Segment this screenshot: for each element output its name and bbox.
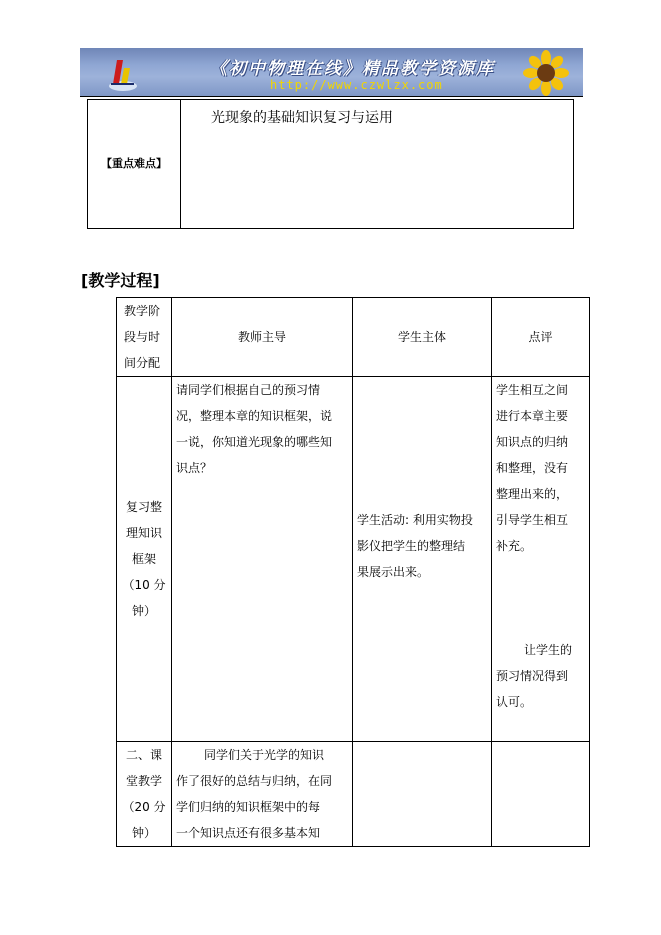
row1-student-line: 学生活动: 利用实物投 xyxy=(357,513,473,527)
row1-comment-line: 知识点的归纳 xyxy=(496,435,569,449)
row2-teacher xyxy=(172,742,353,847)
header-stage xyxy=(117,298,172,377)
row2-stage-line: 钟） xyxy=(131,826,156,840)
header-comment: 点评 xyxy=(492,298,590,377)
row2-student xyxy=(353,742,492,847)
row1-stage xyxy=(117,377,172,742)
row1-stage-line: 复习整 xyxy=(125,500,162,514)
row1-comment-line: 补充。 xyxy=(496,539,533,553)
section-title: [教学过程] xyxy=(81,271,160,290)
key-points-label-cell xyxy=(88,100,181,229)
teaching-process-table xyxy=(116,297,590,847)
row1-stage-line: 钟） xyxy=(131,604,156,618)
key-points-label: 【重点难点】 xyxy=(101,157,167,170)
header-stage-line: 教学阶 xyxy=(124,304,161,318)
header-student: 学生主体 xyxy=(353,298,492,377)
row1-teacher-line: 一说，你知道光现象的哪些知 xyxy=(176,435,333,449)
key-points-table xyxy=(87,99,574,229)
row1-comment-line: 让学生的 xyxy=(524,643,573,657)
row1-teacher-line: 识点？ xyxy=(176,461,213,475)
row2-teacher-line: 一个知识点还有很多基本知 xyxy=(176,826,321,840)
banner-url: http://www.czwlzx.com xyxy=(270,78,443,92)
row1-stage-line: 框架 xyxy=(131,552,156,566)
key-points-content: 光现象的基础知识复习与运用 xyxy=(181,100,574,229)
site-logo-icon xyxy=(108,56,138,92)
header-stage-line: 间分配 xyxy=(124,356,161,370)
row2-comment xyxy=(492,742,590,847)
row2-stage-line: （20 分 xyxy=(122,800,166,814)
table-header-row xyxy=(117,298,590,377)
row2-teacher-line: 同学们关于光学的知识 xyxy=(204,748,325,762)
sunflower-icon xyxy=(523,50,569,96)
header-stage-line: 段与时 xyxy=(124,330,161,344)
row2-teacher-line: 作了很好的总结与归纳，在同 xyxy=(176,774,333,788)
row1-comment-line: 整理出来的， xyxy=(496,487,569,501)
row2-stage-line: 二、课 xyxy=(125,748,162,762)
table-row xyxy=(117,377,590,742)
header-banner xyxy=(80,48,583,96)
banner-divider xyxy=(80,96,583,97)
row2-stage-line: 堂教学 xyxy=(125,774,162,788)
row1-stage-line: 理知识 xyxy=(125,526,162,540)
row1-comment-line: 引导学生相互 xyxy=(496,513,569,527)
row1-student xyxy=(353,377,492,742)
row1-comment-line: 认可。 xyxy=(496,695,533,709)
row1-comment-line: 进行本章主要 xyxy=(496,409,569,423)
header-teacher: 教师主导 xyxy=(172,298,353,377)
row1-teacher xyxy=(172,377,353,742)
row1-comment-line: 和整理，没有 xyxy=(496,461,569,475)
row1-teacher-line: 况，整理本章的知识框架，说 xyxy=(176,409,333,423)
row1-student-line: 影仪把学生的整理结 xyxy=(357,539,466,553)
table-row xyxy=(117,742,590,847)
row1-comment-line: 预习情况得到 xyxy=(496,669,569,683)
row2-teacher-line: 学们归纳的知识框架中的每 xyxy=(176,800,321,814)
row1-stage-line: （10 分 xyxy=(122,578,166,592)
banner-title: 《初中物理在线》精品教学资源库 xyxy=(210,59,495,79)
row1-teacher-line: 请同学们根据自己的预习情 xyxy=(176,383,321,397)
row1-comment-line: 学生相互之间 xyxy=(496,383,569,397)
row1-student-line: 果展示出来。 xyxy=(357,565,430,579)
row2-stage xyxy=(117,742,172,847)
row1-comment xyxy=(492,377,590,742)
